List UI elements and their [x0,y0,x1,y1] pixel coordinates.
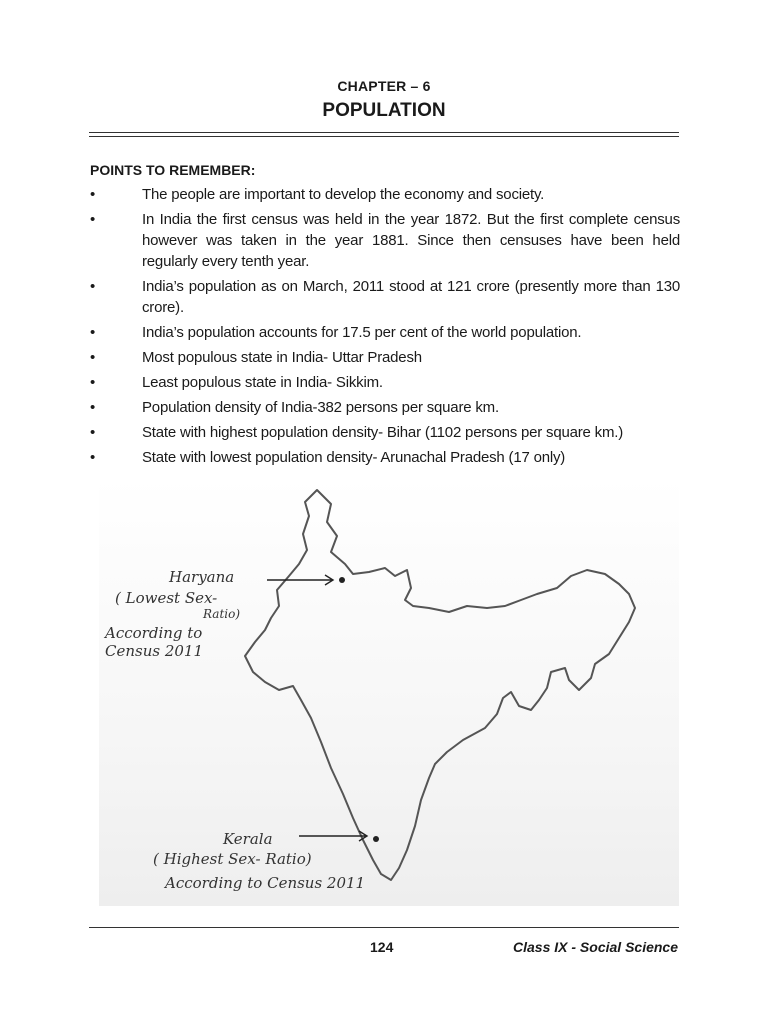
title-divider-bottom [89,136,679,137]
bullet: • [90,324,96,341]
haryana-according-label: According to [105,624,203,642]
point-text: India’s population as on March, 2011 stood at 121 crore (presently more than 130 crore). [142,278,680,316]
point-text: In India the first census was held in the year 1872. But the first complete census however was taken in the year 1881. Since then censuses have been held regularly every tenth year. [142,211,680,270]
bullet: • [90,349,96,366]
haryana-census-label: Census 2011 [105,642,204,660]
kerala-census-label: According to Census 2011 [165,874,366,892]
list-item [90,209,680,272]
bullet: • [90,374,96,391]
title-divider-top [89,132,679,133]
list-item [90,447,680,468]
haryana-sex-ratio-label: ( Lowest Sex- [115,589,218,607]
list-item [90,422,680,443]
haryana-label: Haryana [169,568,235,586]
bullet: • [90,399,96,416]
class-subject-label: Class IX - Social Science [513,939,678,955]
bullet: • [90,449,96,466]
point-text: State with lowest population density- Arunachal Pradesh (17 only) [142,449,566,466]
kerala-label: Kerala [223,830,273,848]
india-outline-map [99,478,679,906]
page-number: 124 [370,939,394,955]
point-text: Least populous state in India- Sikkim. [142,374,383,391]
bullet: • [90,186,96,203]
list-item [90,347,680,368]
point-text: Population density of India-382 persons per square km. [142,399,499,416]
haryana-ratio-label: Ratio) [203,607,241,621]
point-text: The people are important to develop the economy and society. [142,186,545,203]
list-item [90,397,680,418]
footer-divider [89,927,679,928]
haryana-annotation [103,568,240,660]
haryana-arrow [267,575,333,585]
bullet: • [90,278,96,295]
kerala-arrow [299,831,367,841]
points-list [90,184,680,472]
chapter-number: CHAPTER – 6 [337,78,431,94]
bullet: • [90,424,96,441]
india-outline [245,490,635,880]
point-text: India’s population accounts for 17.5 per cent of the world population. [142,324,582,341]
list-item [90,184,680,205]
point-text: Most populous state in India- Uttar Pradesh [142,349,422,366]
list-item [90,322,680,343]
kerala-marker [373,836,379,842]
list-item [90,276,680,318]
list-item [90,372,680,393]
bullet: • [90,211,96,228]
chapter-title: POPULATION [322,100,446,121]
kerala-sex-ratio-label: ( Highest Sex- Ratio) [153,850,312,868]
point-text: State with highest population density- Bihar (1102 persons per square km.) [142,424,624,441]
haryana-marker [339,577,345,583]
india-map-figure [99,478,679,906]
points-heading: POINTS TO REMEMBER: [90,162,256,178]
kerala-annotation [153,830,365,892]
